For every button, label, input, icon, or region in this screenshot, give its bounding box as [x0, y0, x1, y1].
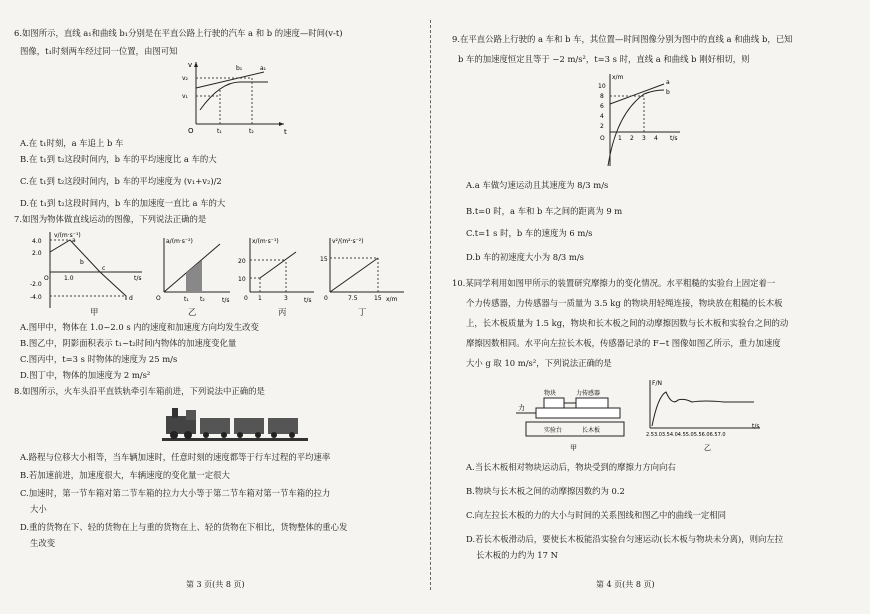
q7-fig-bing — [236, 234, 318, 304]
q6-option-a[interactable]: A.在 t₁时刻，a 车追上 b 车 — [20, 138, 124, 148]
q10-line-5: 大小 g 取 10 m/s²，下列说法正确的是 — [466, 358, 612, 368]
q8-option-b[interactable]: B.若加速前进，加速度很大，车辆速度的变化量一定很大 — [20, 470, 230, 480]
q9-y2: 2 — [600, 123, 604, 130]
q9-x3: 3 — [642, 135, 646, 142]
q7-caption-ding: 丁 — [358, 307, 367, 317]
q6-option-b[interactable]: B.在 t₁到 t₂这段时间内，b 车的平均速度比 a 车的大 — [20, 154, 217, 164]
q7-caption-yi: 乙 — [188, 307, 197, 317]
q8-option-c-line1[interactable]: C.加速时，第一节车箱对第二节车箱的拉力大小等于第二节车箱对第一节车箱的拉力 — [20, 488, 331, 498]
q8-option-d-line1[interactable]: D.重的货物在下、轻的货物在上与重的货物在上、轻的货物在下相比，货物整体的重心发 — [20, 522, 348, 532]
q9-stem-2: b 车的加速度恒定且等于 −2 m/s²，t=3 s 时，直线 a 和曲线 b 刚好相切，则 — [458, 54, 750, 64]
q10-fig-yi-t-label: t/s — [752, 423, 760, 430]
q7-bing-y20: 20 — [238, 258, 246, 265]
q9-y8: 8 — [600, 93, 604, 100]
q7-jia-y2: 2.0 — [32, 250, 42, 257]
q10-block-label: 物块 — [544, 390, 557, 397]
q7-fig-jia — [30, 228, 150, 316]
q9-origin: O — [600, 135, 605, 142]
q9-a-label: a — [666, 79, 670, 86]
q10-option-c[interactable]: C.向左拉长木板的力的大小与时间的关系图线和图乙中的曲线一定相同 — [466, 510, 727, 520]
q7-ding-x-label: x/m — [386, 296, 398, 303]
q7-option-a[interactable]: A.图甲中，物体在 1.0~2.0 s 内的速度和加速度方向均发生改变 — [20, 322, 259, 332]
q9-option-a[interactable]: A.a 车做匀速运动且其速度为 8/3 m/s — [466, 180, 609, 190]
q7-bing-o: 0 — [244, 295, 248, 302]
q10-line-3: 上，长木板质量为 1.5 kg，物块和长木板之间的动摩擦因数与长木板和实验台之间的动 — [466, 318, 789, 328]
q9-option-c[interactable]: C.t=1 s 时，b 车的速度为 6 m/s — [466, 228, 593, 238]
q6-vt-graph — [180, 58, 290, 136]
q8-option-d-line2: 生改变 — [30, 538, 56, 548]
q7-option-c[interactable]: C.图丙中，t=3 s 时物体的速度为 25 m/s — [20, 354, 178, 364]
q7-ding-x15: 15 — [374, 295, 382, 302]
q10-fig-jia — [516, 378, 632, 454]
q7-jia-yn4: -4.0 — [30, 294, 42, 301]
q10-line-4: 摩擦因数相同。水平向左拉长木板，传感器记录的 F−t 图像如图乙所示，重力加速度 — [466, 338, 781, 348]
q7-option-d[interactable]: D.图丁中，物体的加速度为 2 m/s² — [20, 370, 151, 380]
q6-t2-label: t₂ — [249, 128, 254, 135]
q9-x1: 1 — [618, 135, 622, 142]
q6-t-axis-label: t — [284, 128, 287, 136]
q10-option-b[interactable]: B.物块与长木板之间的动摩擦因数约为 0.2 — [466, 486, 625, 496]
q9-y10: 10 — [598, 83, 606, 90]
q7-stem: 7.如图为物体做直线运动的图像，下列说法正确的是 — [14, 214, 207, 224]
q9-y4: 4 — [600, 113, 604, 120]
q6-option-c[interactable]: C.在 t₁到 t₂这段时间内，b 车的平均速度为 (v₁+v₂)/2 — [20, 176, 222, 186]
q7-jia-y4: 4.0 — [32, 238, 42, 245]
q7-yi-t1: t₁ — [184, 296, 189, 303]
q10-sensor-label: 力传感器 — [576, 390, 601, 397]
q9-xt-graph — [594, 70, 684, 170]
q7-jia-yn2: -2.0 — [30, 281, 42, 288]
q7-jia-y-label: v/(m·s⁻¹) — [54, 232, 81, 239]
q10-caption-jia: 甲 — [570, 444, 577, 452]
q7-jia-c: c — [102, 265, 106, 272]
q10-fig-yi-y-label: F/N — [652, 380, 662, 387]
q7-yi-y-label: a/(m·s⁻²) — [166, 238, 193, 245]
q7-jia-a: a — [72, 237, 76, 244]
q6-option-d[interactable]: D.在 t₁到 t₂这段时间内，b 车的加速度一直比 a 车的大 — [20, 198, 226, 208]
left-page-footer: 第 3 页(共 8 页) — [186, 580, 245, 589]
q9-option-b[interactable]: B.t=0 时，a 车和 b 车之间的距离为 9 m — [466, 206, 623, 216]
page-divider — [430, 20, 431, 590]
q9-x2: 2 — [630, 135, 634, 142]
q9-x4: 4 — [654, 135, 658, 142]
q7-caption-jia: 甲 — [90, 307, 99, 317]
q6-stem-2: 图像，t₁时刻两车经过同一位置，由图可知 — [20, 46, 178, 56]
train-illustration — [160, 404, 310, 444]
q6-v-axis-label: v — [188, 61, 193, 69]
q9-option-d[interactable]: D.b 车的初速度大小为 8/3 m/s — [466, 252, 584, 262]
right-column — [452, 0, 856, 614]
q7-bing-y-label: x/(m·s⁻¹) — [252, 238, 279, 245]
q10-force-label: 力 — [518, 404, 525, 412]
q10-table-label: 实验台 — [544, 427, 563, 434]
q7-ding-x75: 7.5 — [348, 295, 358, 302]
q7-caption-bing: 丙 — [278, 307, 287, 317]
q8-option-a[interactable]: A.路程与位移大小相等，当车辆加速时，任意时刻的速度都等于行车过程的平均速率 — [20, 452, 331, 462]
q7-ding-y15: 15 — [320, 256, 328, 263]
q7-bing-t-label: t/s — [304, 297, 312, 304]
q8-option-c-line2: 大小 — [30, 504, 47, 514]
q7-fig-yi — [154, 234, 234, 304]
q7-bing-x3: 3 — [284, 295, 288, 302]
q7-jia-d: d — [129, 295, 133, 302]
q6-a1-label: a₁ — [260, 65, 267, 72]
q6-origin: O — [188, 127, 194, 135]
q7-yi-o: O — [156, 295, 161, 302]
q10-option-d-line1[interactable]: D.若长木板滑动后，要使长木板能沿实验台匀速运动(长木板与物块未分离)，则向左拉 — [466, 534, 784, 544]
q7-yi-t-label: t/s — [222, 297, 230, 304]
q7-bing-x1: 1 — [258, 295, 262, 302]
q10-option-a[interactable]: A.当长木板相对物块运动后，物块受到的摩擦力方向向右 — [466, 462, 676, 472]
q7-bing-y10: 10 — [238, 276, 246, 283]
q6-v2-label: v₂ — [182, 75, 188, 82]
q9-x-label: x/m — [612, 74, 624, 81]
q6-stem-1: 6.如图所示，直线 a₁和曲线 b₁分别是在平直公路上行驶的汽车 a 和 b 的速度—时间(v-t) — [14, 28, 343, 38]
q10-option-d-line2: 长木板的力约为 17 N — [476, 550, 558, 560]
q6-t1-label: t₁ — [217, 128, 222, 135]
q9-t-label: t/s — [670, 135, 678, 142]
q10-fig-yi — [644, 376, 764, 456]
q7-fig-ding — [318, 234, 408, 304]
q10-board-label: 长木板 — [582, 427, 601, 434]
q10-line-1: 10.某同学利用如图甲所示的装置研究摩擦力的变化情况。水平粗糙的实验台上固定着一 — [452, 278, 776, 288]
q6-b1-label: b₁ — [236, 65, 243, 72]
left-column — [14, 0, 414, 614]
q9-b-label: b — [666, 89, 670, 96]
q6-v1-label: v₁ — [182, 93, 188, 100]
q7-jia-t-label: t/s — [134, 275, 142, 282]
q7-jia-b: b — [80, 259, 84, 266]
q7-option-b[interactable]: B.图乙中，阴影面积表示 t₁~t₂时间内物体的加速度变化量 — [20, 338, 237, 348]
right-page-footer: 第 4 页(共 8 页) — [596, 580, 655, 589]
q10-caption-yi: 乙 — [704, 444, 711, 452]
q10-fig-yi-ticks: 2.53.03.54.04.55.05.56.06.57.0 — [646, 432, 726, 438]
q7-ding-o: 0 — [324, 295, 328, 302]
q10-line-2: 个力传感器，力传感器与一质量为 3.5 kg 的物块用轻绳连接，物块放在粗糙的长木板 — [466, 298, 783, 308]
q7-jia-o: O — [44, 275, 49, 282]
q7-jia-x1: 1.0 — [64, 275, 74, 282]
q7-yi-t2: t₂ — [200, 296, 205, 303]
q9-y6: 6 — [600, 103, 604, 110]
q9-stem-1: 9.在平直公路上行驶的 a 车和 b 车，其位置—时间图像分别为图中的直线 a 和曲线 b，已知 — [452, 34, 793, 44]
q7-ding-y-label: v²/(m²·s⁻²) — [332, 238, 364, 245]
q8-stem: 8.如图所示，火车头沿平直铁轨牵引车箱前进，下列说法中正确的是 — [14, 386, 265, 396]
